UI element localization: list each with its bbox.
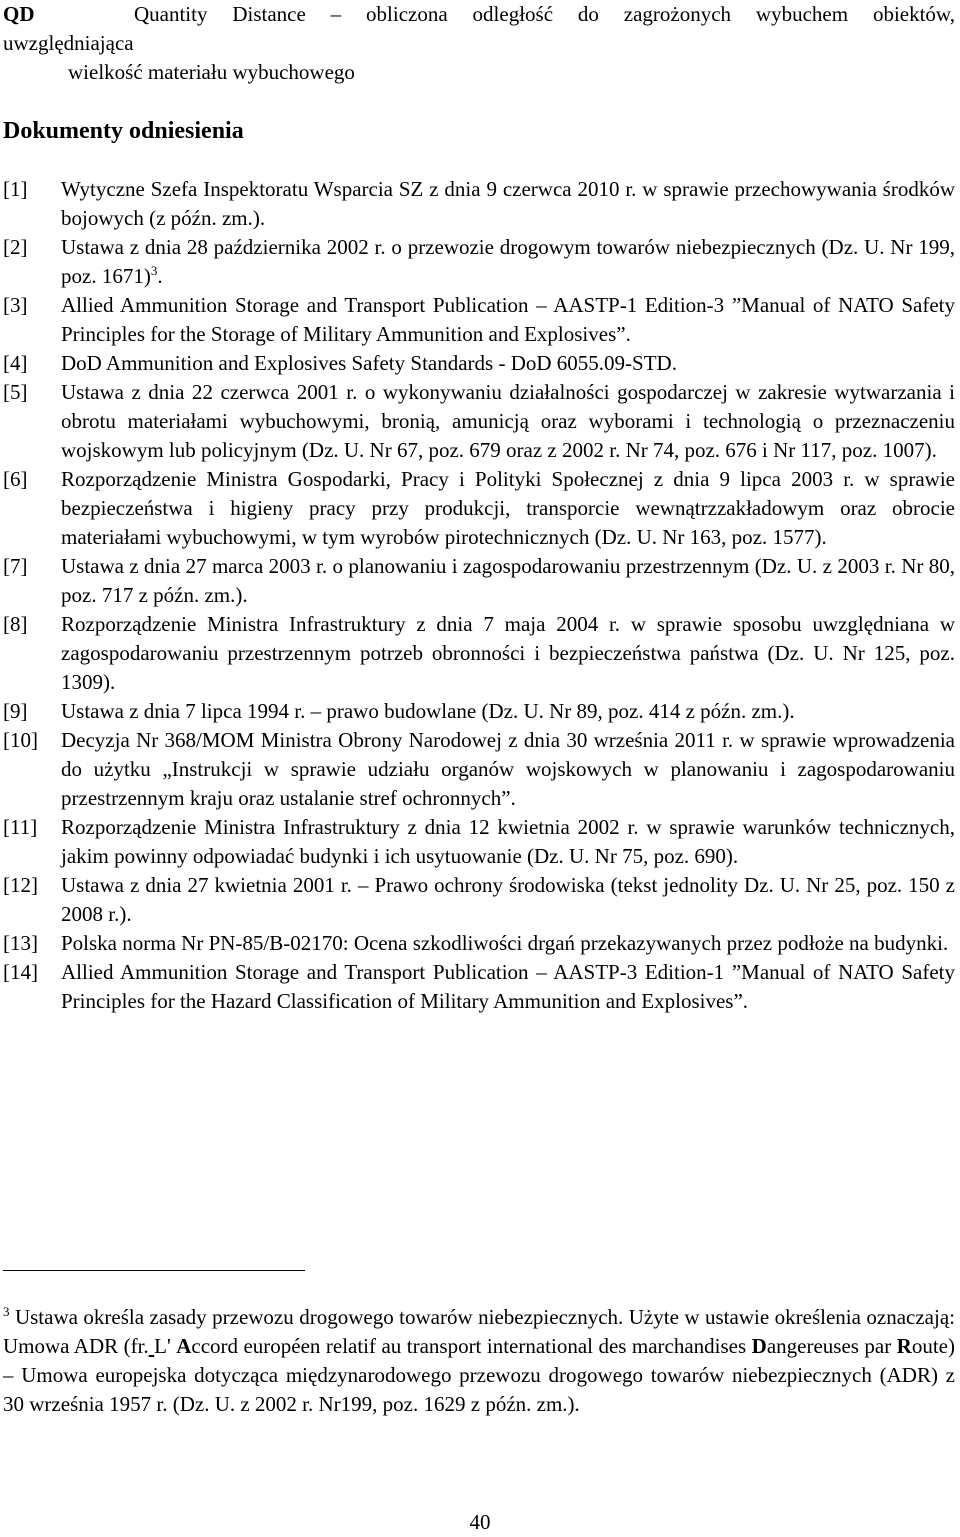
page-number: 40 [469, 1510, 491, 1534]
reference-text: Rozporządzenie Ministra Gospodarki, Pracy i Polityki Społecznej z dnia 9 lipca 2003 r. w sprawie bezpieczeństwa i higieny pracy przy produkcji, transporcie wewnątrzzakładowym oraz obrocie materiałami wybuchowymi, w tym wyrobów pirotechnicznych (Dz. U. Nr 163, poz. 1577). [61, 467, 955, 549]
reference-number: [8] [3, 612, 28, 636]
reference-item [3, 465, 955, 552]
reference-text: Ustawa z dnia 7 lipca 1994 r. – prawo budowlane (Dz. U. Nr 89, poz. 414 z późn. zm.). [61, 699, 795, 723]
reference-item [3, 233, 955, 291]
reference-number: [14] [3, 960, 38, 984]
abbreviation-definition-line-3: wielkość materiału wybuchowego [68, 60, 355, 84]
footnote-text-3: ccord européen relatif au transport international des marchandises [191, 1334, 752, 1358]
footnote-bold-a: A [176, 1334, 192, 1358]
reference-item [3, 813, 955, 871]
footnote-text-1: Ustawa określa zasady przewozu drogowego towarów niebezpiecznych. Użyte w ustawie określenia oznaczają: Umowa ADR (fr. [3, 1305, 955, 1358]
reference-text-main: Ustawa z dnia 28 października 2002 r. o przewozie drogowym towarów niebezpiecznych (Dz. U. Nr 199, poz. 1671) [61, 235, 955, 288]
abbreviation-definition-line-2: uwzględniająca [3, 31, 134, 55]
footnote-mark: 3 [3, 1304, 10, 1319]
reference-item [3, 726, 955, 813]
reference-number: [3] [3, 293, 28, 317]
reference-item [3, 871, 955, 929]
abbreviation-definition-text: Quantity Distance – obliczona odległość do zagrożonych wybuchem obiektów, [133, 2, 955, 26]
footnote-separator [3, 1270, 305, 1271]
reference-text: DoD Ammunition and Explosives Safety Standards - DoD 6055.09-STD. [61, 351, 677, 375]
reference-text: Rozporządzenie Ministra Infrastruktury z dnia 12 kwietnia 2002 r. w sprawie warunków technicznych, jakim powinny odpowiadać budynki i ich usytuowanie (Dz. U. Nr 75, poz. 690). [61, 815, 955, 868]
footnote [3, 1303, 955, 1419]
reference-number: [5] [3, 380, 28, 404]
abbreviation-entry [3, 0, 955, 87]
reference-number: [10] [3, 728, 38, 752]
reference-number: [12] [3, 873, 38, 897]
footnote-bold-r: R [896, 1334, 912, 1358]
footnote-text-5: oute) – Umowa europejska dotycząca międzynarodowego przewozu drogowego towarów niebezpiecznych (ADR) z 30 września 1957 r. (Dz. U. z 2002 r. Nr199, poz. 1629 z późn. zm.). [3, 1334, 955, 1416]
reference-item [3, 175, 955, 233]
footnote-text-2: L' [154, 1334, 177, 1358]
reference-text: Ustawa z dnia 22 czerwca 2001 r. o wykonywaniu działalności gospodarczej w zakresie wytwarzania i obrotu materiałami wybuchowymi, bronią, amunicją oraz wyborami i technologią o przeznaczeniu wojskowym lub policyjnym (Dz. U. Nr 67, poz. 679 oraz z 2002 r. Nr 74, poz. 676 i Nr 117, poz. 1007). [61, 380, 955, 462]
reference-item [3, 610, 955, 697]
reference-item [3, 291, 955, 349]
footnote-text-4: angereuses par [766, 1334, 897, 1358]
section-heading: Dokumenty odniesienia [3, 118, 244, 144]
reference-number: [7] [3, 554, 28, 578]
reference-number: [6] [3, 467, 28, 491]
reference-number: [2] [3, 235, 28, 259]
reference-number: [9] [3, 699, 28, 723]
reference-text: Polska norma Nr PN-85/B-02170: Ocena szkodliwości drgań przekazywanych przez podłoże na budynki. [61, 931, 949, 955]
abbreviation-line-1 [3, 0, 955, 29]
reference-number: [1] [3, 177, 28, 201]
reference-text [61, 233, 955, 291]
reference-text: Wytyczne Szefa Inspektoratu Wsparcia SZ z dnia 9 czerwca 2010 r. w sprawie przechowywania środków bojowych (z późn. zm.). [61, 177, 955, 230]
reference-text: Allied Ammunition Storage and Transport Publication – AASTP-1 Edition-3 ”Manual of NATO Safety Principles for the Storage of Military Ammunition and Explosives”. [61, 293, 955, 346]
footnote-reference: 3 [150, 263, 158, 278]
reference-item [3, 349, 955, 378]
reference-list [3, 175, 955, 1016]
reference-number: [4] [3, 351, 28, 375]
reference-text: Rozporządzenie Ministra Infrastruktury z dnia 7 maja 2004 r. w sprawie sposobu uwzględniana w zagospodarowaniu przestrzennym potrzeb obronności i bezpieczeństwa państwa (Dz. U. Nr 125, poz. 1309). [61, 612, 955, 694]
abbreviation-definition-line-1 [3, 0, 955, 29]
footnote-bold-d: D [751, 1334, 767, 1358]
reference-item [3, 929, 955, 958]
reference-text: Decyzja Nr 368/MOM Ministra Obrony Narodowej z dnia 30 września 2011 r. w sprawie wprowadzenia do użytku „Instrukcji w sprawie udziału organów wojskowych w planowaniu i zagospodarowaniu przestrzennym kraju oraz ustalanie stref ochronnych”. [61, 728, 955, 810]
abbreviation-term: QD [3, 2, 35, 26]
reference-item [3, 697, 955, 726]
reference-number: [11] [3, 815, 38, 839]
reference-number: [13] [3, 931, 38, 955]
reference-item [3, 958, 955, 1016]
reference-text: Ustawa z dnia 27 marca 2003 r. o planowaniu i zagospodarowaniu przestrzennym (Dz. U. z 2003 r. Nr 80, poz. 717 z późn. zm.). [61, 554, 955, 607]
reference-text: Allied Ammunition Storage and Transport Publication – AASTP-3 Edition-1 ”Manual of NATO Safety Principles for the Hazard Classification of Military Ammunition and Explosives”. [61, 960, 955, 1013]
reference-item [3, 378, 955, 465]
reference-text: Ustawa z dnia 27 kwietnia 2001 r. – Prawo ochrony środowiska (tekst jednolity Dz. U. Nr 25, poz. 150 z 2008 r.). [61, 873, 955, 926]
reference-item [3, 552, 955, 610]
reference-text-end: . [157, 264, 163, 288]
